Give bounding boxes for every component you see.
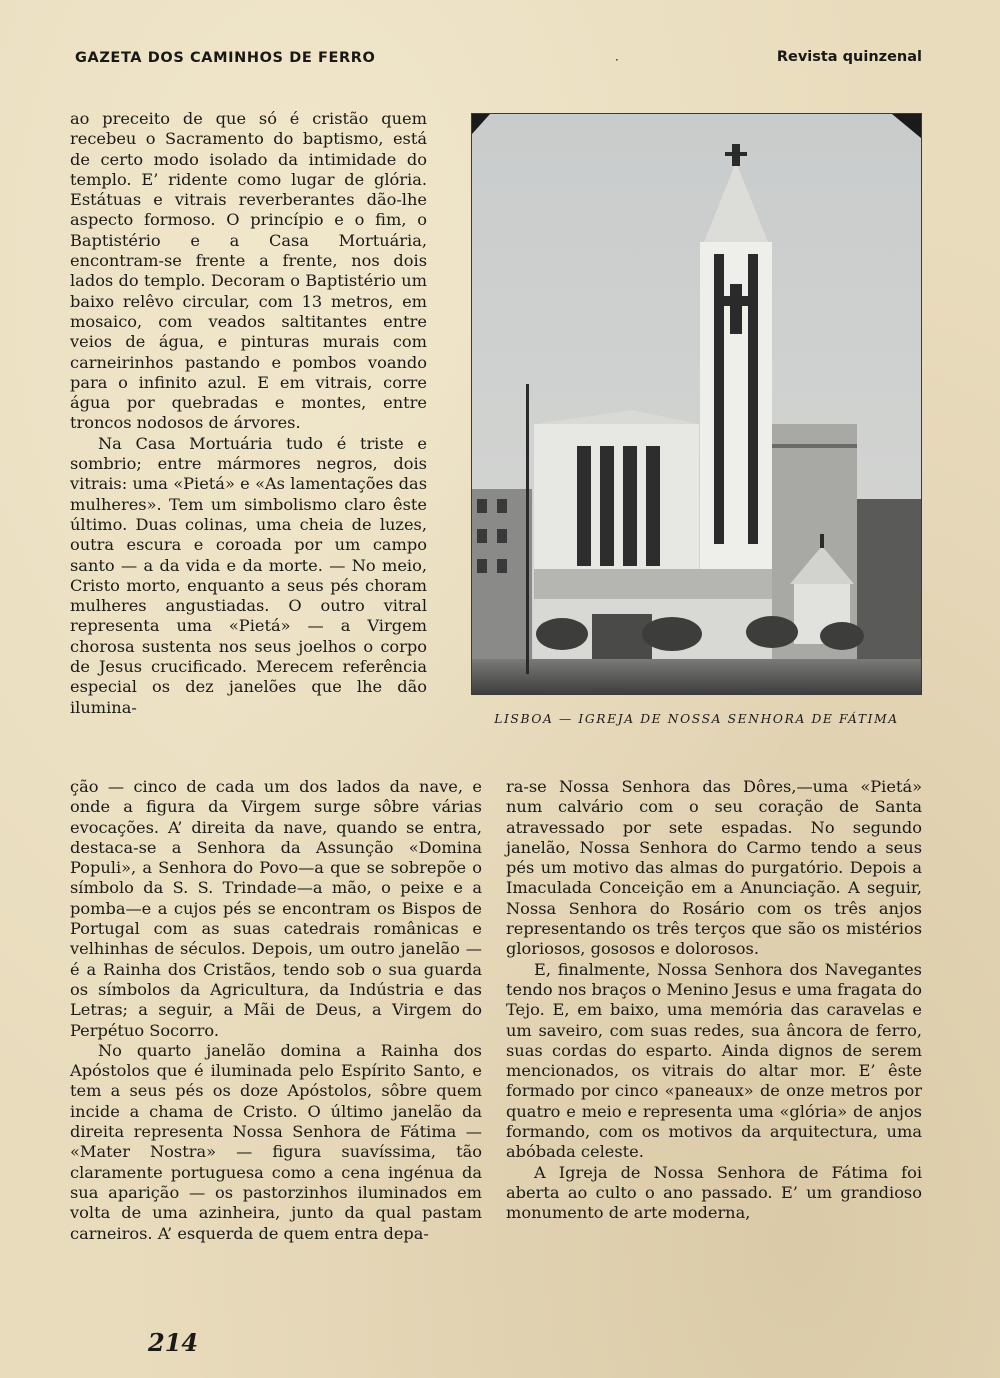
left-column-lower xyxy=(70,777,482,1244)
page-number: 214 xyxy=(148,1328,199,1357)
right-column xyxy=(506,777,922,1224)
running-header-title: GAZETA DOS CAMINHOS DE FERRO xyxy=(75,50,376,66)
running-header-subtitle: Revista quinzenal xyxy=(776,49,922,65)
paragraph: E, finalmente, Nossa Senhora dos Navegantes tendo nos braços o Menino Jesus e uma fragata do Tejo. E, em baixo, uma memória das caravelas e um saveiro, com suas redes, sua âncora de ferro, suas cordas do esparto. Ainda dignos de serem mencionados, os vitrais do altar mor. E’ êste formado por cinco «paneaux» de onze metros por quatro e meio e representa uma «glória» de anjos formando, com os motivos da arquitectura, uma abóbada celeste. xyxy=(506,959,922,1162)
church-photograph xyxy=(471,113,922,695)
header-separator-dot: · xyxy=(615,53,619,67)
paragraph: ao preceito de que só é cristão quem recebeu o Sacramento do baptismo, está de certo modo isolado da intimidade do templo. E’ ridente como lugar de glória. Estátuas e vitrais reverberantes dão-lhe aspecto formoso. O princípio e o fim, o Baptistério e a Casa Mortuária, encontram-se frente a frente, nos dois lados do templo. Decoram o Baptistério um baixo relêvo circular, com 13 metros, em mosaico, com veados saltitantes entre veios de água, e pinturas murais com carneirinhos pastando e pombos voando para o infinito azul. E em vitrais, corre água por quebradas e montes, entre troncos nodosos de árvores. xyxy=(70,109,427,433)
figure-caption: LISBOA — IGREJA DE NOSSA SENHORA DE FÁTIMA xyxy=(494,712,899,726)
paragraph: A Igreja de Nossa Senhora de Fátima foi aberta ao culto o ano passado. E’ um grandioso monumento de arte moderna, xyxy=(506,1162,922,1223)
paragraph: ção — cinco de cada um dos lados da nave, e onde a figura da Virgem surge sôbre várias evocações. A’ direita da nave, quando se entra, destaca-se a Senhora da Assunção «Domina Populi», a Senhora do Povo—a que se sobrepõe o símbolo da S. S. Trindade—a mão, o peixe e a pomba—e a cujos pés se encontram os Bispos de Portugal com as suas catedrais românicas e velhinhas de séculos. Depois, um outro janelão — é a Rainha dos Cristãos, tendo sob o sua guarda os símbolos da Agricultura, da Indústria e das Letras; a seguir, a Mãi de Deus, a Virgem do Perpétuo Socorro. xyxy=(70,777,482,1040)
paragraph: ra-se Nossa Senhora das Dôres,—uma «Pietá» num calvário com o seu coração de Santa atravessado por sete espadas. No segundo janelão, Nossa Senhora do Carmo tendo a seus pés um motivo das almas do purgatório. Depois a Imaculada Conceição em a Anunciação. A seguir, Nossa Senhora do Rosário com os três anjos representando os três terços que são os mistérios gloriosos, gososos e dolorosos. xyxy=(506,777,922,959)
left-column-upper xyxy=(70,109,427,718)
church-illustration xyxy=(472,114,921,694)
paragraph: No quarto janelão domina a Rainha dos Apóstolos que é iluminada pelo Espírito Santo, e tem a seus pés os doze Apóstolos, sôbre quem incide a chama de Cristo. O último janelão da direita representa Nossa Senhora de Fátima — «Mater Nostra» — figura suavíssima, tão claramente portuguesa como a cena ingénua da sua aparição — os pastorzinhos iluminados em volta de uma azinheira, junto da qual pastam carneiros. A’ esquerda de quem entra depa- xyxy=(70,1040,482,1243)
paragraph: Na Casa Mortuária tudo é triste e sombrio; entre mármores negros, dois vitrais: uma «Pietá» e «As lamentações das mulheres». Tem um simbolismo claro êste último. Duas colinas, uma cheia de luzes, outra escura e coroada por um campo santo — a da vida e da morte. — No meio, Cristo morto, enquanto a seus pés choram mulheres angustiadas. O outro vitral representa uma «Pietá» — a Virgem chorosa sustenta nos seus joelhos o corpo de Jesus crucificado. Merecem referência especial os dez janelões que lhe dão ilumina- xyxy=(70,433,427,717)
